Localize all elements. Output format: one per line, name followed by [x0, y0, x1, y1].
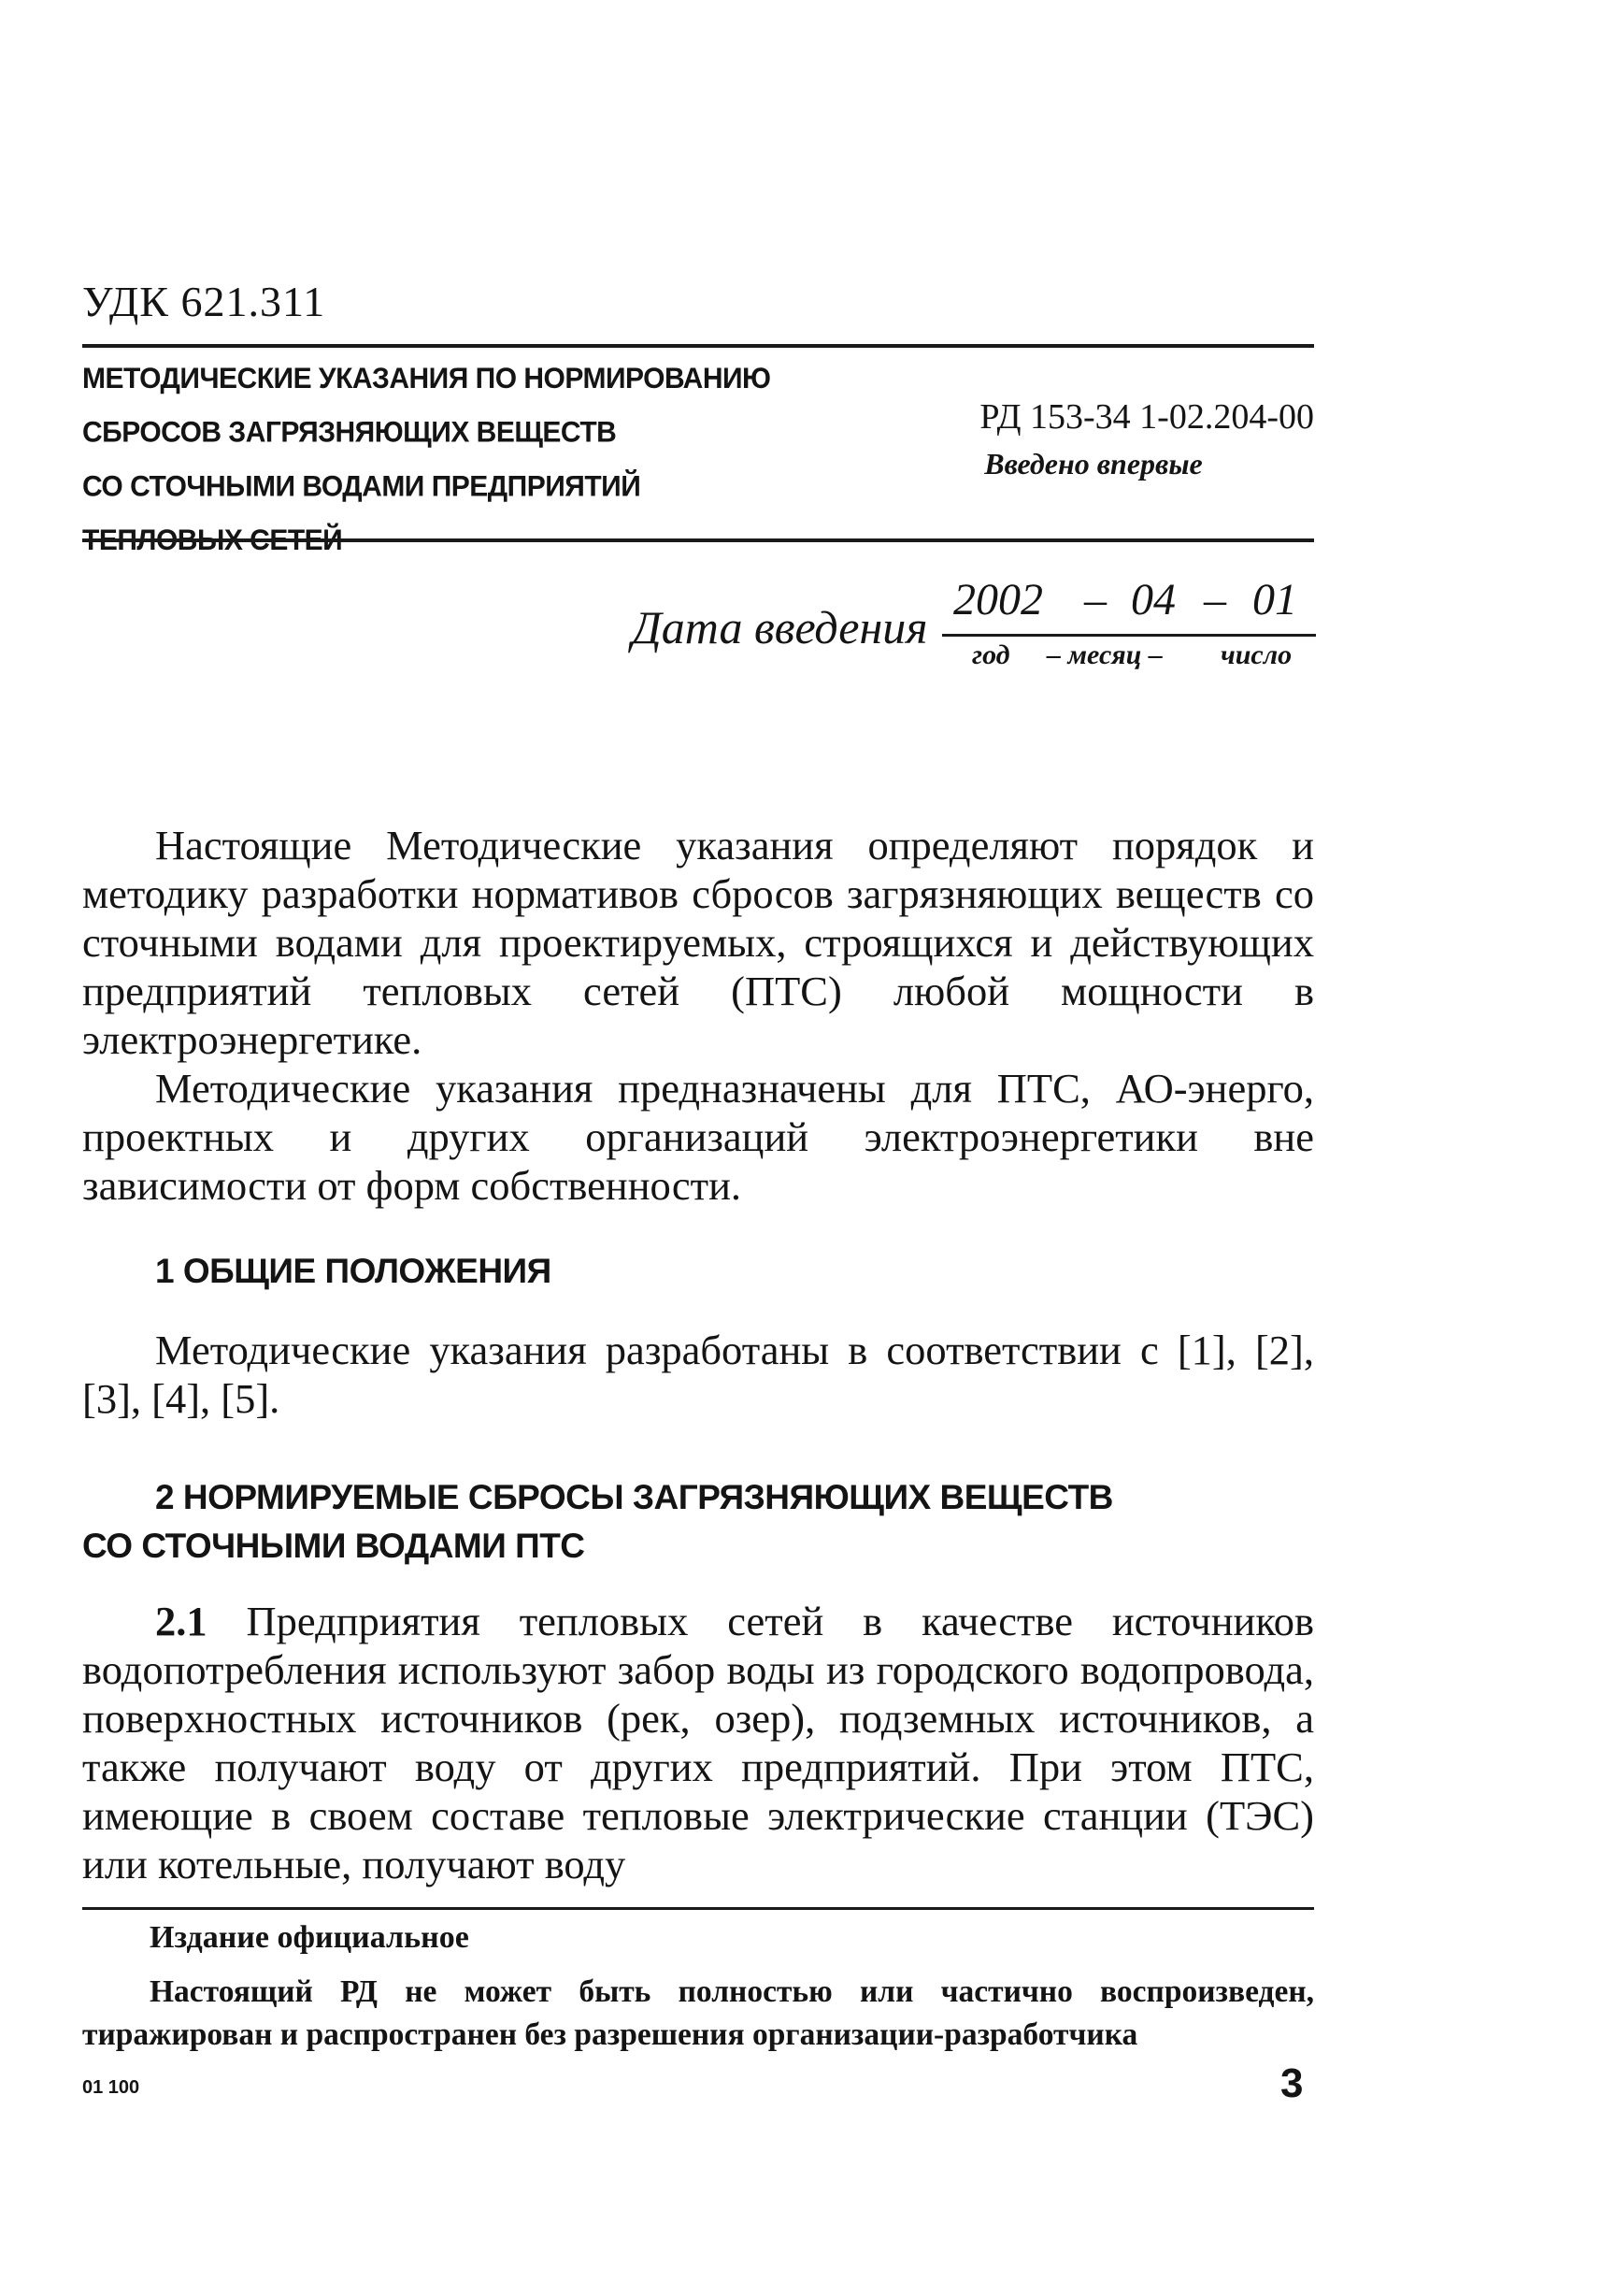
clause-number: 2.1: [155, 1598, 207, 1644]
intro-paragraph: Настоящие Методические указания определяют порядок и методику разработки нормативов сбросов загрязняющих веществ со сточными водами для проектируемых, строящихся и действующих предприятий тепловых сетей (ПТС) любой мощности в электроэнергетике.: [82, 822, 1314, 1063]
intro-paragraph: Методические указания предназначены для ПТС, АО-энерго, проектных и других организаций электроэнергетики вне зависимости от форм собственности.: [82, 1065, 1314, 1209]
official-edition-note: Издание официальное: [150, 1920, 469, 1955]
title-line: МЕТОДИЧЕСКИЕ УКАЗАНИЯ ПО НОРМИРОВАНИЮ: [82, 362, 771, 395]
section-1-text: [82, 1326, 1314, 1423]
caption-year: год: [972, 639, 1010, 670]
section-1-paragraph: Методические указания разработаны в соответствии с [1], [2], [3], [4], [5].: [82, 1327, 1314, 1422]
header-top-rule: [82, 344, 1314, 348]
header-bottom-rule: [82, 538, 1314, 542]
clause-text: Предприятия тепловых сетей в качестве источников водопотребления используют забор воды из городского водопровода, поверхностных источников (рек, озер), подземных источников, а также получают воду от других предприятий. При этом ПТС, имеющие в своем составе тепловые электрические станции (ТЭС) или котельные, получают воду: [82, 1598, 1314, 1887]
date-underline: [942, 634, 1316, 637]
title-line: СБРОСОВ ЗАГРЯЗНЯЮЩИХ ВЕЩЕСТВ: [82, 416, 617, 449]
section-2-heading-line: СО СТОЧНЫМИ ВОДАМИ ПТС: [82, 1527, 585, 1565]
introduced-first-note: Введено впервые: [984, 447, 1203, 481]
title-line: ТЕПЛОВЫХ СЕТЕЙ: [82, 524, 343, 557]
udk-code: УДК 621.311: [82, 278, 326, 325]
date-dash: –: [1204, 575, 1226, 624]
intro-text: [82, 821, 1314, 1210]
copyright-notice: [82, 1971, 1314, 2057]
section-2-heading-line: 2 НОРМИРУЕМЫЕ СБРОСЫ ЗАГРЯЗНЯЮЩИХ ВЕЩЕСТВ: [155, 1478, 1113, 1516]
copyright-text: Настоящий РД не может быть полностью или частично воспроизведен, тиражирован и распространен без разрешения организации-разработчика: [82, 1974, 1314, 2052]
caption-day: число: [1221, 639, 1293, 670]
introduction-date-label: Дата введения: [632, 601, 928, 653]
title-line: СО СТОЧНЫМИ ВОДАМИ ПРЕДПРИЯТИЙ: [82, 470, 641, 503]
footnote-rule: [82, 1907, 1314, 1910]
caption-month: – месяц –: [1047, 639, 1163, 670]
page-number: 3: [1280, 2060, 1304, 2106]
print-code: 01 100: [82, 2077, 140, 2098]
section-2-heading: [82, 1473, 1314, 1571]
document-title: [82, 352, 771, 567]
date-dash: –: [1084, 575, 1107, 624]
date-year: 2002: [953, 575, 1043, 624]
rd-document-code: РД 153-34 1-02.204-00: [979, 397, 1314, 437]
date-month: 04: [1131, 575, 1176, 624]
clause-2-1-paragraph: [82, 1597, 1314, 1888]
date-day: 01: [1252, 575, 1297, 624]
clause-2-1: [82, 1597, 1314, 1888]
section-1-heading: 1 ОБЩИЕ ПОЛОЖЕНИЯ: [155, 1252, 551, 1290]
